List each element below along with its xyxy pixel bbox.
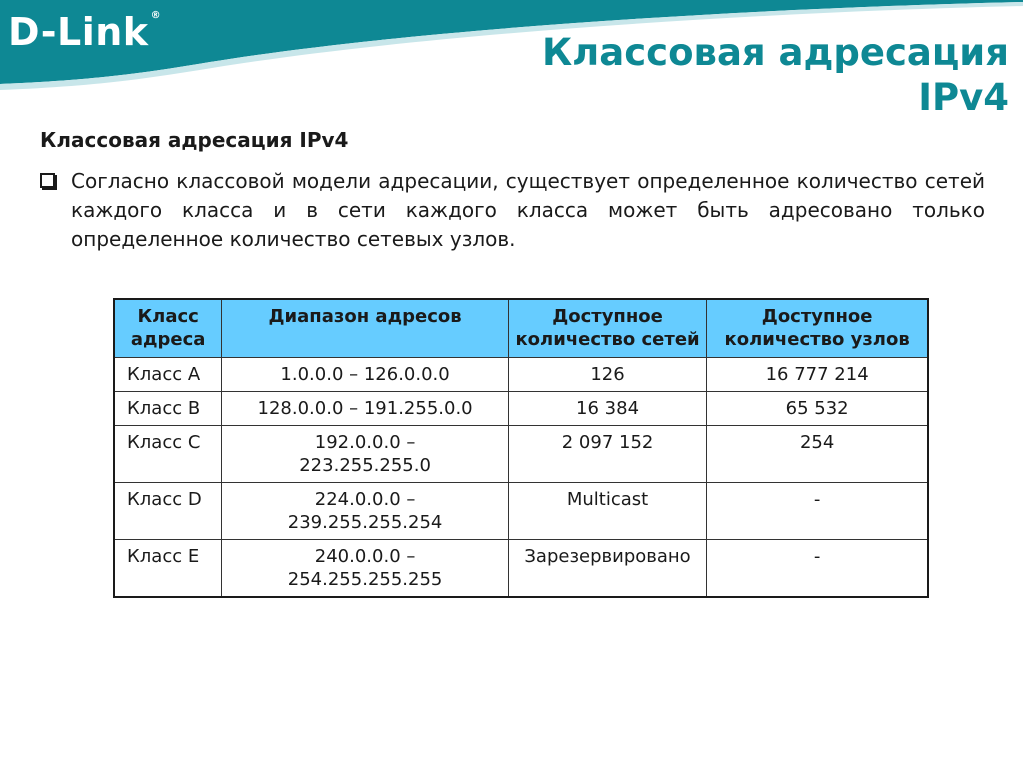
cell-class: Класс B — [114, 392, 222, 426]
header-networks: Доступное количество сетей — [508, 299, 706, 358]
cell-class: Класс D — [114, 483, 222, 540]
dlink-logo — [8, 10, 161, 54]
cell-range: 192.0.0.0 – 223.255.255.0 — [222, 426, 509, 483]
cell-range: 240.0.0.0 – 254.255.255.255 — [222, 540, 509, 598]
slide-title — [409, 30, 1009, 120]
header-hosts: Доступное количество узлов — [707, 299, 928, 358]
bullet-item — [40, 167, 985, 254]
header-class: Класс адреса — [114, 299, 222, 358]
table-row — [114, 426, 928, 483]
section-heading: Классовая адресация IPv4 — [40, 128, 349, 152]
header-range: Диапазон адресов — [222, 299, 509, 358]
cell-hosts: 254 — [707, 426, 928, 483]
cell-range: 1.0.0.0 – 126.0.0.0 — [222, 358, 509, 392]
table-row — [114, 392, 928, 426]
cell-networks: 16 384 — [508, 392, 706, 426]
cell-range: 224.0.0.0 – 239.255.255.254 — [222, 483, 509, 540]
checkbox-bullet-icon — [40, 173, 55, 188]
cell-networks: 126 — [508, 358, 706, 392]
table-header-row — [114, 299, 928, 358]
cell-hosts: - — [707, 540, 928, 598]
logo-registered-mark: ® — [150, 10, 162, 21]
bullet-text: Согласно классовой модели адресации, существует определенное количество сетей каждого класса и в сети каждого класса может быть адресовано только определенное количество сетевых узлов. — [71, 169, 985, 251]
cell-networks: Multicast — [508, 483, 706, 540]
slide-title-line1: Классовая адресация — [541, 31, 1009, 74]
cell-hosts: 65 532 — [707, 392, 928, 426]
cell-class: Класс C — [114, 426, 222, 483]
cell-class: Класс A — [114, 358, 222, 392]
cell-hosts: 16 777 214 — [707, 358, 928, 392]
slide-title-line2: IPv4 — [918, 76, 1009, 119]
cell-range: 128.0.0.0 – 191.255.0.0 — [222, 392, 509, 426]
table-row — [114, 358, 928, 392]
address-class-table — [113, 298, 929, 598]
cell-networks: 2 097 152 — [508, 426, 706, 483]
table-row — [114, 483, 928, 540]
table-row — [114, 540, 928, 598]
logo-text: D-Link — [8, 10, 149, 54]
cell-hosts: - — [707, 483, 928, 540]
cell-networks: Зарезервировано — [508, 540, 706, 598]
cell-class: Класс E — [114, 540, 222, 598]
